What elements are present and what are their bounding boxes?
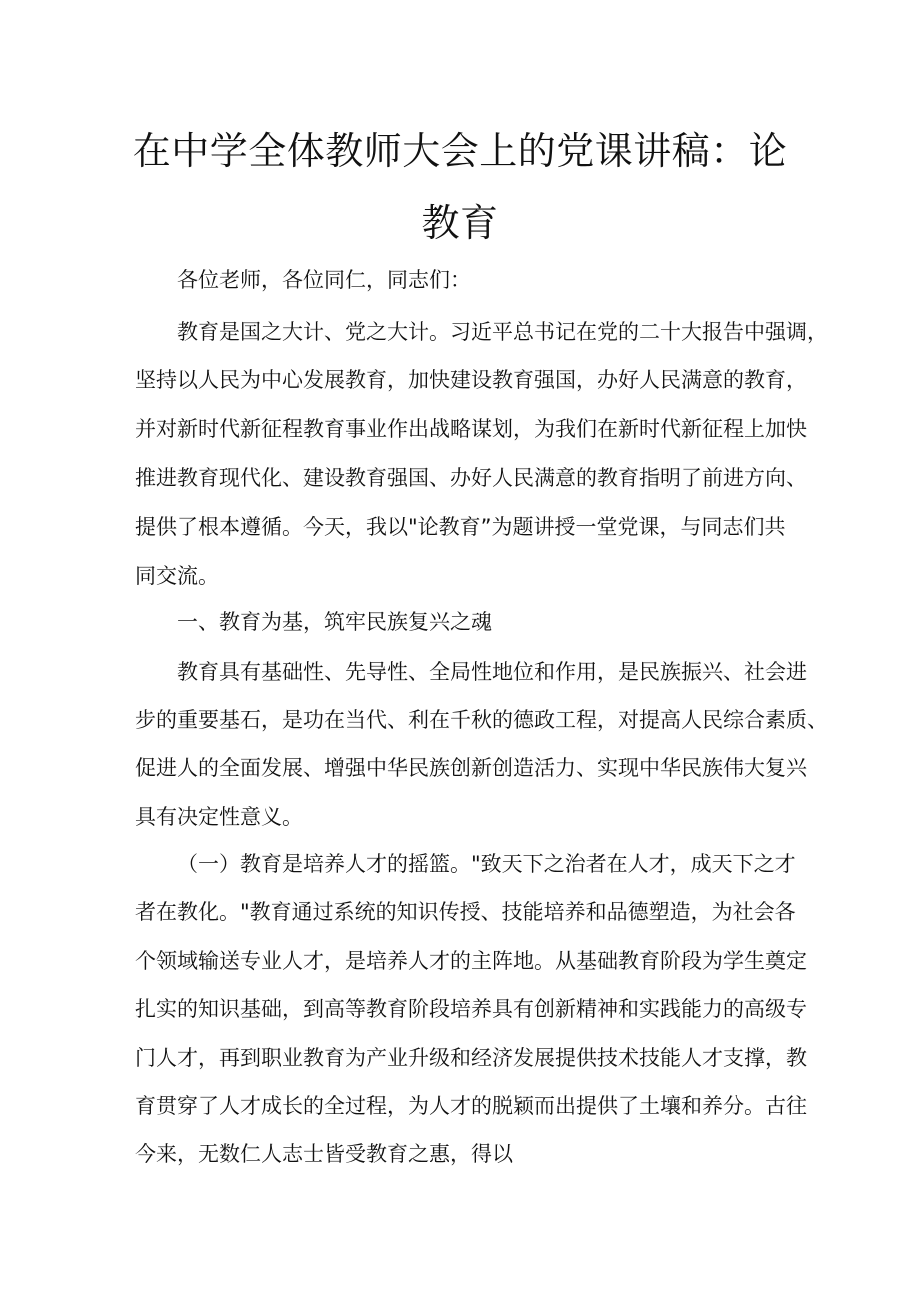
paragraph-line: 坚持以人民为中心发展教育，加快建设教育强国，办好人民满意的教育， [135,368,807,392]
paragraph-line: 门人才，再到职业教育为产业升级和经济发展提供技术技能人才支撑，教 [135,1046,807,1070]
section-heading: 一、教育为基，筑牢民族复兴之魂 [177,610,492,634]
paragraph-line: 教育是国之大计、党之大计。习近平总书记在党的二十大报告中强调， [177,320,828,344]
greeting-line: 各位老师，各位同仁，同志们： [177,268,471,292]
paragraph-line: 同交流。 [135,564,219,588]
paragraph-line: 育贯穿了人才成长的全过程，为人才的脱颖而出提供了土壤和养分。古往 [135,1094,807,1118]
paragraph-line: 促进人的全面发展、增强中华民族创新创造活力、实现中华民族伟大复兴 [135,756,807,780]
paragraph-line: 步的重要基石，是功在当代、利在千秋的德政工程，对提高人民综合素质、 [135,708,828,732]
paragraph-line: 具有决定性意义。 [135,805,303,829]
paragraph-line: （一）教育是培养人才的摇篮。"致天下之治者在人才，成天下之才 [177,852,796,876]
paragraph-line: 提供了根本遵循。今天，我以"论教育”为题讲授一堂党课，与同志们共 [135,515,786,539]
paragraph-line: 者在教化。"教育通过系统的知识传授、技能培养和品德塑造，为社会各 [135,900,796,924]
paragraph-line: 个领域输送专业人才，是培养人才的主阵地。从基础教育阶段为学生奠定 [135,949,807,973]
document-title-line-1: 在中学全体教师大会上的党课讲稿：论 [132,129,788,173]
paragraph-line: 推进教育现代化、建设教育强国、办好人民满意的教育指明了前进方向、 [135,466,807,490]
paragraph-line: 扎实的知识基础，到高等教育阶段培养具有创新精神和实践能力的高级专 [135,997,807,1021]
paragraph-line: 今来，无数仁人志士皆受教育之惠，得以 [135,1142,513,1166]
paragraph-line: 教育具有基础性、先导性、全局性地位和作用，是民族振兴、社会进 [177,660,807,684]
document-title-line-2: 教育 [421,201,499,245]
paragraph-line: 并对新时代新征程教育事业作出战略谋划，为我们在新时代新征程上加快 [135,417,807,441]
